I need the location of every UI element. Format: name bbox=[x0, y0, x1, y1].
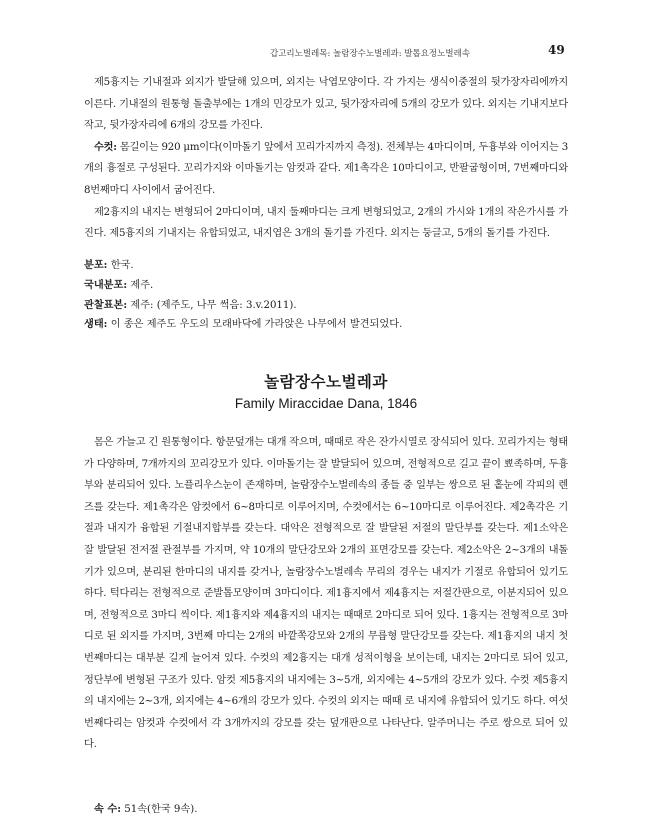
family-description bbox=[84, 432, 568, 756]
distribution-value: 한국. bbox=[107, 260, 134, 271]
paragraph-female-leg5: 제5흉지는 기내절과 외지가 발달해 있으며, 외지는 낙엽모양이다. 각 가지는 생식이중절의 뒷가장자리에까지 이른다. 기내절의 원통형 돌출부에는 1개의 민강모가 있고, 뒷가장자리에 5개의 강모가 있다. 외지는 기내지보다 작고, 뒷가장자리에 6개의 강모를 가진다. bbox=[84, 77, 568, 132]
male-description-text: 몸길이는 920 μm이다(이마돌기 앞에서 꼬리가지까지 측정). 전체부는 4마디이며, 두흉부와 이어지는 3개의 흉절로 구성된다. 꼬리가지와 이마돌기는 암컷과 같다. 제1촉각은 10마디이고, 반팔굽형이며, 7번째마디와 8번째마디 사이에서 굽어진다. bbox=[84, 141, 568, 196]
distribution-label: 분포: bbox=[84, 259, 108, 271]
paragraph-male-description bbox=[84, 137, 568, 202]
paragraph-male-legs: 제2흉지의 내지는 변형되어 2마디이며, 내지 둘째마디는 크게 변형되었고, 2개의 가시와 1개의 작은가시를 가진다. 제5흉지의 기내지는 유합되었고, 내지엽은 3개의 돌기를 가진다. 외지는 둥글고, 5개의 돌기를 가진다. bbox=[84, 206, 568, 240]
species-description bbox=[84, 72, 568, 245]
genera-count-line bbox=[84, 800, 568, 820]
domestic-distribution-line bbox=[84, 276, 568, 296]
genera-count-value: 51속(한국 9속). bbox=[121, 804, 198, 815]
running-header: 갑고리노벌레목: 놀람장수노벌레과: 발톱요정노벌레속 bbox=[270, 49, 470, 59]
distribution-line bbox=[84, 256, 568, 276]
ecology-value: 이 종은 제주도 우도의 모래바닥에 가라앉은 나무에서 발견되었다. bbox=[107, 319, 403, 331]
domestic-distribution-value: 제주. bbox=[127, 279, 154, 291]
specimens-label: 관찰표본: bbox=[84, 298, 128, 311]
page-number: 49 bbox=[548, 43, 565, 57]
species-info bbox=[84, 256, 568, 335]
specimens-value: 제주: (제주도, 나무 썩음: 3.v.2011). bbox=[127, 299, 297, 311]
family-title-latin: Family Miraccidae Dana, 1846 bbox=[234, 396, 418, 411]
specimens-line bbox=[84, 296, 568, 316]
family-title-korean: 놀람장수노벌레과 bbox=[264, 372, 388, 391]
ecology-line bbox=[84, 315, 568, 335]
domestic-distribution-label: 국내분포: bbox=[84, 278, 128, 291]
ecology-label: 생태: bbox=[84, 318, 108, 331]
male-label: 수컷: bbox=[94, 140, 117, 153]
genera-count-label: 속 수: bbox=[94, 803, 121, 815]
genera-count bbox=[84, 800, 568, 820]
family-description-text: 몸은 가늘고 긴 원통형이다. 항문덮개는 대개 작으며, 때때로 작은 잔가시열로 장식되어 있다. 꼬리가지는 형태가 다양하며, 7개까지의 꼬리강모가 있다. 이마돌기는 잘 발달되어 있으며, 전형적으로 길고 끝이 뾰족하며, 두흉부와 분리되어 있다. 노플리우스눈이 존재하며, 놀람장수노벌레속의 종들 중 일부는 쌍으로 된 홑눈에 각피의 렌즈를 갖는다. 제1촉각은 암컷에서 6~8마디로 이루어지며, 수컷에서는 6~10마디로 이루어진다. 제2촉각은 기절과 내지가 융합된 기절내지합부를 갖는다. 대악은 전형적으로 잘 발달된 저절의 말단부를 갖는다. 제1소악은 잘 발달된 전저절 관절부를 가지며, 약 10개의 말단강모와 2개의 표면강모를 갖는다. 제2소악은 2~3개의 내돌기가 있으며, 분리된 한마디의 내지를 갖거나, 놀람장수노벌레속 무리의 경우는 내지가 기절로 유합되어 있기도 하다. 턱다리는 전형적으로 준발톱모양이며 3마디이다. 제1흉지에서 제4흉지는 저절간판으로, 이분지되어 있으며, 전형적으로 3마디 씩이다. 제1흉지와 제4흉지의 내지는 때때로 2마디로 되어 있다. 1흉지는 전형적으로 3마디로 된 외지를 가지며, 3번째 마디는 2개의 바깥쪽강모와 2개의 무릅형 말단강모를 갖는다. 제1흉지의 내지 첫번째마디는 대부분 길게 늘어져 있다. 수컷의 제2흉지는 대개 성적이형을 보이는데, 내지는 2마디로 되어 있고, 정단부에 변형된 구조가 있다. 암컷 제5흉지의 내지에는 3~5개, 외지에는 4~5개의 강모가 있다. 수컷 제5흉지의 내지에는 2~3개, 외지에는 4~6개의 강모가 있다. 수컷의 외지는 때때 로 내지에 유합되어 있기도 하다. 여섯번째다리는 암컷과 수컷에서 각 3개까지의 강모를 갖는 덮개판으로 나타난다. 알주머니는 주로 쌍으로 되어 있다. bbox=[84, 437, 568, 751]
